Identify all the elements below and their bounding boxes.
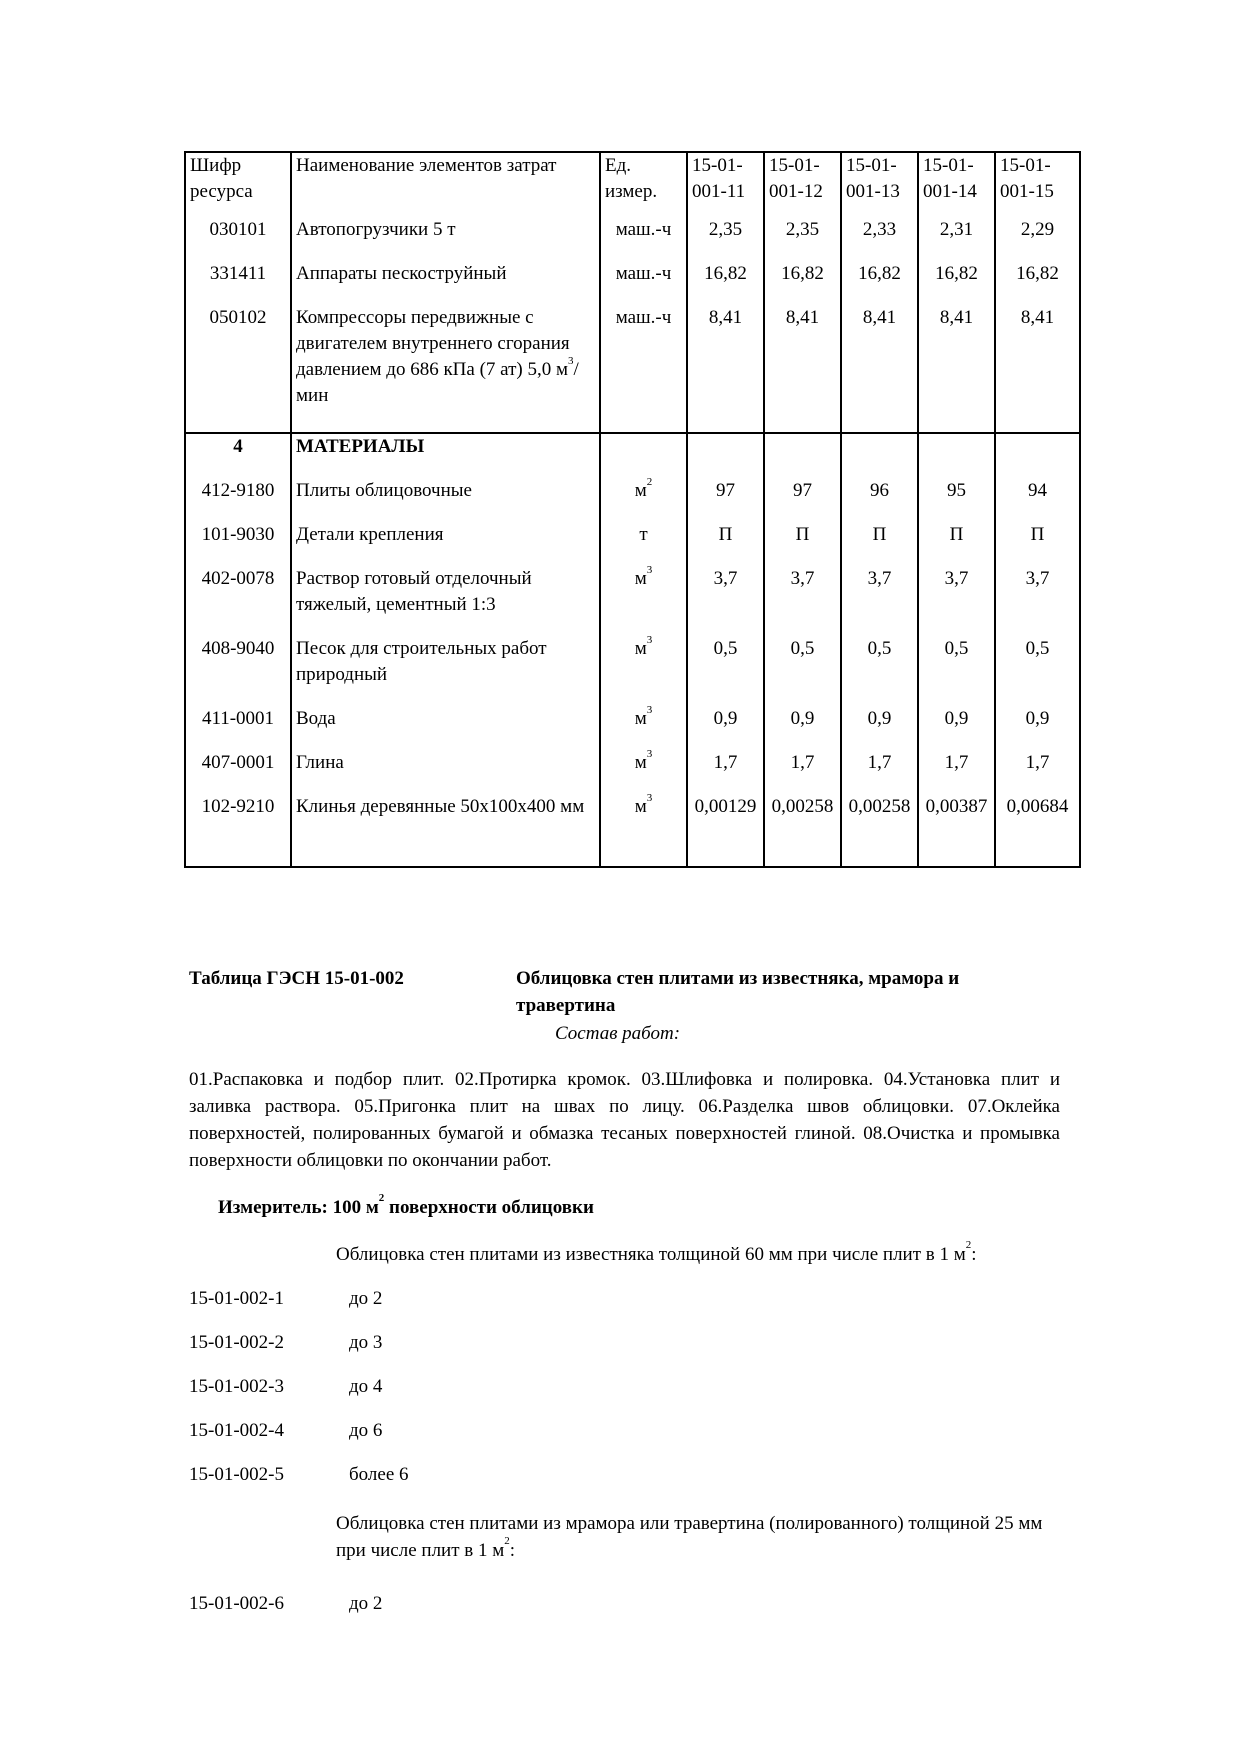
resource-value: 0,00684 [995, 794, 1080, 867]
list-item [189, 1417, 382, 1444]
resource-code: 412-9180 [185, 478, 291, 522]
resource-value: 16,82 [995, 261, 1080, 305]
resource-value: 0,5 [687, 636, 764, 706]
table-row [185, 522, 1080, 566]
resource-code: 408-9040 [185, 636, 291, 706]
resource-value: 2,35 [764, 217, 841, 261]
header-col: 15-01-001-13 [841, 152, 918, 217]
resource-value: 0,9 [995, 706, 1080, 750]
resource-name: Вода [291, 706, 600, 750]
resource-value: 16,82 [687, 261, 764, 305]
resource-value: 0,5 [918, 636, 995, 706]
resource-unit: $м^3$ [600, 750, 687, 794]
table-label: Таблица ГЭСН 15-01-002 [189, 968, 404, 989]
resource-value: 1,7 [841, 750, 918, 794]
item-desc: более 6 [349, 1464, 409, 1485]
resource-name: Плиты облицовочные [291, 478, 600, 522]
item-code: 15-01-002-3 [189, 1376, 284, 1397]
resource-value: 2,35 [687, 217, 764, 261]
resource-value: 0,5 [841, 636, 918, 706]
resource-value: 1,7 [687, 750, 764, 794]
resource-value: 0,00129 [687, 794, 764, 867]
item-code: 15-01-002-6 [189, 1593, 284, 1614]
resource-name: Клинья деревянные 50х100х400 мм [291, 794, 600, 867]
header-col: 15-01-001-14 [918, 152, 995, 217]
resource-code: 411-0001 [185, 706, 291, 750]
item-desc: до 3 [349, 1332, 383, 1353]
resource-value: 1,7 [764, 750, 841, 794]
resource-value: 0,9 [918, 706, 995, 750]
resource-name [291, 305, 600, 433]
item-desc: до 2 [349, 1288, 383, 1309]
resource-value: П [995, 522, 1080, 566]
list-item [189, 1329, 382, 1356]
list-item [189, 1461, 409, 1488]
item-desc: до 6 [349, 1420, 383, 1441]
section-code: 4 [185, 433, 291, 478]
table-row [185, 636, 1080, 706]
list-item [189, 1590, 382, 1617]
resource-value: 0,00258 [841, 794, 918, 867]
resource-value: 95 [918, 478, 995, 522]
resource-unit: маш.-ч [600, 261, 687, 305]
item-desc: до 2 [349, 1593, 383, 1614]
list-item [189, 1285, 382, 1312]
resource-unit: $м^3$ [600, 794, 687, 867]
table-row [185, 261, 1080, 305]
resource-value: 2,33 [841, 217, 918, 261]
resource-value: 0,00258 [764, 794, 841, 867]
header-unit: Ед. измер. [600, 152, 687, 217]
measure-line: Измеритель: 100 $м^2$ поверхности облицовки [218, 1192, 594, 1218]
resource-name-text: Компрессоры передвижные с двигателем внутреннего сгорания давлением до 686 кПа (7 ат) 5,0 м [296, 307, 570, 380]
resource-value: 16,82 [918, 261, 995, 305]
resource-value: 8,41 [995, 305, 1080, 433]
resource-value: 16,82 [764, 261, 841, 305]
resource-unit: т [600, 522, 687, 566]
resource-value: 1,7 [995, 750, 1080, 794]
table-title: Облицовка стен плитами из известняка, мрамора и травертина [516, 968, 960, 1016]
resource-unit: $м^3$ [600, 706, 687, 750]
resource-name: Аппараты пескоструйный [291, 261, 600, 305]
resource-code: 402-0078 [185, 566, 291, 636]
resource-name: Детали крепления [291, 522, 600, 566]
resource-code: 331411 [185, 261, 291, 305]
resource-name: Песок для строительных работ природный [291, 636, 600, 706]
resource-code: 407-0001 [185, 750, 291, 794]
resource-code: 050102 [185, 305, 291, 433]
resource-code: 101-9030 [185, 522, 291, 566]
item-code: 15-01-002-2 [189, 1332, 284, 1353]
subtitle-limestone: Облицовка стен плитами из известняка толщиной 60 мм при числе плит в 1 $м^2$: [336, 1239, 977, 1265]
resource-value: 0,9 [687, 706, 764, 750]
resource-unit: $м^2$ [600, 478, 687, 522]
resource-table [184, 151, 1081, 868]
resource-value: П [687, 522, 764, 566]
resource-unit: $м^3$ [600, 636, 687, 706]
table-row [185, 305, 1080, 433]
resource-unit: маш.-ч [600, 305, 687, 433]
resource-value: 3,7 [687, 566, 764, 636]
resource-value: 97 [687, 478, 764, 522]
table-header-row [185, 152, 1080, 217]
header-code: Шифр ресурса [185, 152, 291, 217]
table-row [185, 478, 1080, 522]
resource-value: П [841, 522, 918, 566]
item-code: 15-01-002-5 [189, 1464, 284, 1485]
item-desc: до 4 [349, 1376, 383, 1397]
resource-value: 94 [995, 478, 1080, 522]
section-row [185, 433, 1080, 478]
resource-value: 0,5 [764, 636, 841, 706]
composition-label: Состав работ: [555, 1023, 681, 1044]
resource-value: 8,41 [764, 305, 841, 433]
resource-value: 96 [841, 478, 918, 522]
unit-superscript: 3 [568, 355, 574, 367]
resource-value: 3,7 [841, 566, 918, 636]
resource-value: 3,7 [995, 566, 1080, 636]
resource-value: 0,5 [995, 636, 1080, 706]
header-col: 15-01-001-15 [995, 152, 1080, 217]
resource-value: 16,82 [841, 261, 918, 305]
works-paragraph: 01.Распаковка и подбор плит. 02.Протирка кромок. 03.Шлифовка и полировка. 04.Установка плит и заливка раствора. 05.Пригонка плит на швах по лицу. 06.Разделка швов облицовки. 07.Оклейка поверхностей, полированных бумагой и обмазка тесаных поверхностей глиной. 08.Очистка и промывка поверхности облицовки по окончании работ. [189, 1069, 1060, 1171]
resource-value: П [918, 522, 995, 566]
table-row [185, 794, 1080, 867]
item-code: 15-01-002-1 [189, 1288, 284, 1309]
header-col: 15-01-001-11 [687, 152, 764, 217]
resource-value: 1,7 [918, 750, 995, 794]
resource-name: Глина [291, 750, 600, 794]
resource-name: Автопогрузчики 5 т [291, 217, 600, 261]
subtitle-marble: Облицовка стен плитами из мрамора или травертина (полированного) толщиной 25 мм при числе плит в 1 $м^2$: [336, 1513, 1043, 1561]
resource-unit: маш.-ч [600, 217, 687, 261]
resource-code: 102-9210 [185, 794, 291, 867]
resource-unit: $м^3$ [600, 566, 687, 636]
resource-value: 97 [764, 478, 841, 522]
resource-name-tail: /мин [296, 359, 579, 406]
resource-value: 8,41 [687, 305, 764, 433]
section-title: МАТЕРИАЛЫ [291, 433, 600, 478]
resource-value: 0,9 [841, 706, 918, 750]
resource-value: 2,31 [918, 217, 995, 261]
table-row [185, 566, 1080, 636]
resource-value: 0,9 [764, 706, 841, 750]
resource-value: 0,00387 [918, 794, 995, 867]
list-item [189, 1373, 382, 1400]
resource-value: 3,7 [918, 566, 995, 636]
header-col: 15-01-001-12 [764, 152, 841, 217]
table-row [185, 750, 1080, 794]
resource-value: 3,7 [764, 566, 841, 636]
resource-value: П [764, 522, 841, 566]
resource-name: Раствор готовый отделочный тяжелый, цементный 1:3 [291, 566, 600, 636]
header-name: Наименование элементов затрат [291, 152, 600, 217]
resource-value: 8,41 [841, 305, 918, 433]
item-code: 15-01-002-4 [189, 1420, 284, 1441]
table-row [185, 217, 1080, 261]
table-row [185, 706, 1080, 750]
resource-value: 8,41 [918, 305, 995, 433]
resource-value: 2,29 [995, 217, 1080, 261]
resource-code: 030101 [185, 217, 291, 261]
